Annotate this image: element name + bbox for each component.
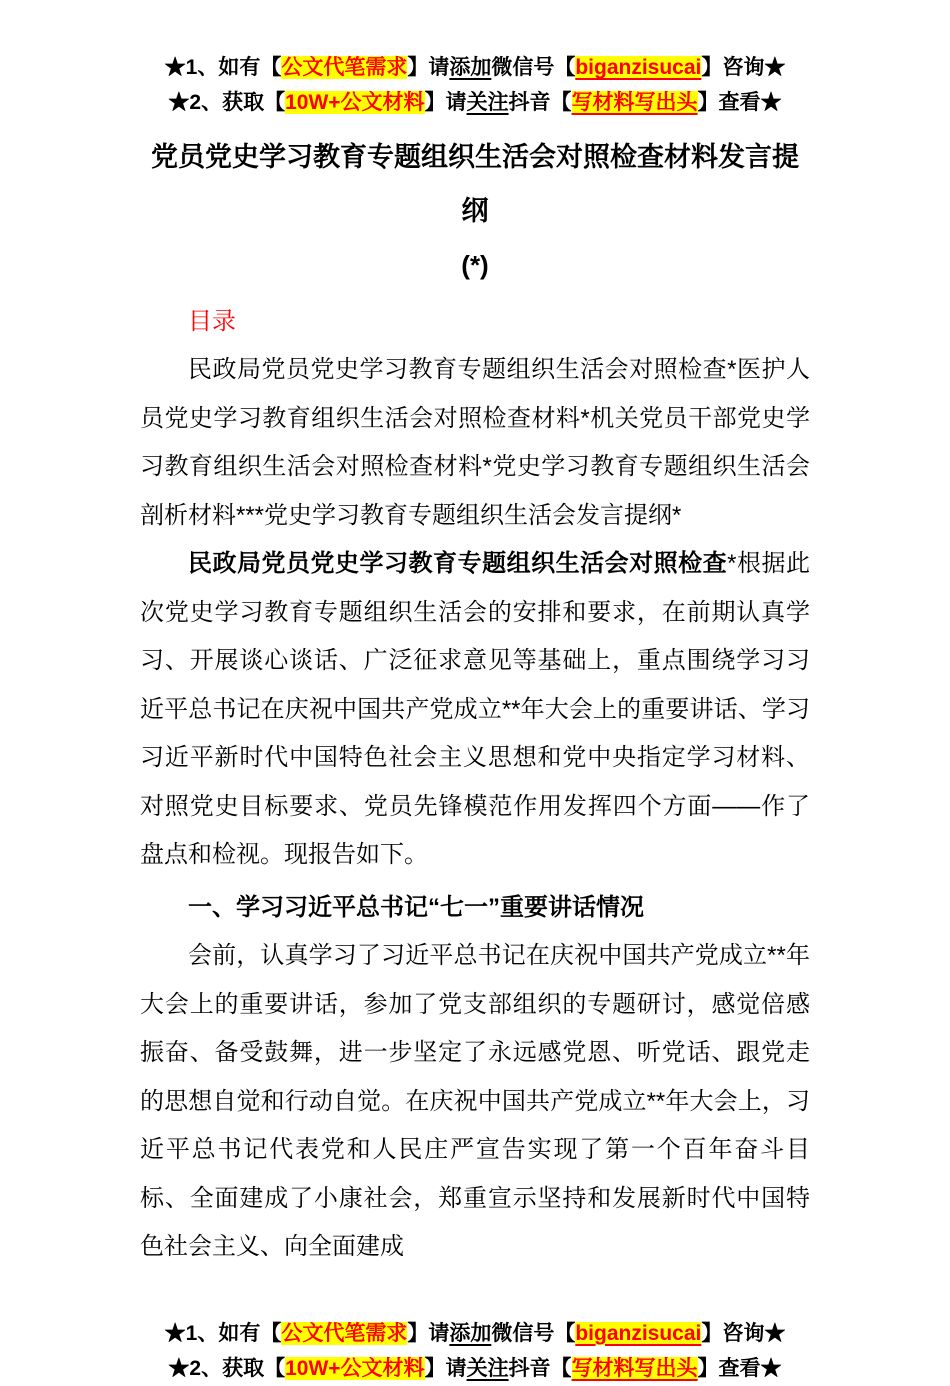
section-lead-body: *根据此次党史学习教育专题组织生活会的安排和要求，在前期认真学习、开展谈心谈话、广泛征求意见等基础上，重点围绕学习习近平总书记在庆祝中国共产党成立**年大会上的重要讲话、学习习近平新时代中国特色社会主义思想和党中央指定学习材料、对照党史目标要求、党员先锋模范作用发挥四个方面——作了盘点和检视。现报告如下。 (140, 550, 810, 868)
promo-banner-top (140, 50, 810, 120)
banner-text: 微信号【 (491, 1321, 576, 1345)
document-title-note: (*) (461, 250, 489, 280)
banner-line-1 (140, 1316, 810, 1351)
banner-line-2 (140, 1351, 810, 1386)
banner-text: 】查看★ (697, 91, 782, 114)
banner-underline-add: 添加 (449, 56, 492, 79)
toc-label: 目录 (188, 308, 236, 335)
banner-underline-follow: 关注 (466, 91, 509, 114)
banner-text: 】查看★ (697, 1356, 782, 1380)
banner-highlight-materials: 10W+公文材料 (285, 91, 425, 114)
body-paragraph-1: 会前，认真学习了习近平总书记在庆祝中国共产党成立**年大会上的重要讲话，参加了党支部组织的专题研讨，感觉倍感振奋、备受鼓舞，进一步坚定了永远感党恩、听党话、跟党走的思想自觉和行动自觉。在庆祝中国共产党成立**年大会上，习近平总书记代表党和人民庄严宣告实现了第一个百年奋斗目标、全面建成了小康社会，郑重宣示坚持和发展新时代中国特色社会主义、向全面建成 (140, 942, 810, 1260)
banner-douyin-id: 写材料写出头 (571, 91, 698, 114)
banner-text: 】请 (407, 1321, 450, 1345)
promo-banner-bottom (140, 1316, 810, 1386)
banner-text: 】咨询★ (701, 56, 786, 79)
banner-wechat-id: biganzisucai (575, 1321, 702, 1345)
toc-paragraph: 民政局党员党史学习教育专题组织生活会对照检查*医护人员党史学习教育组织生活会对照检查材料*机关党员干部党史学习教育组织生活会对照检查材料*党史学习教育专题组织生活会剖析材料***党史学习教育专题组织生活会发言提纲* (140, 356, 810, 529)
banner-text: ★1、如有【 (164, 56, 282, 79)
banner-text: 】请 (424, 91, 467, 114)
banner-text: 】请 (407, 56, 450, 79)
section-heading-1: 一、学习习近平总书记“七一”重要讲话情况 (188, 893, 644, 921)
banner-wechat-id: biganzisucai (575, 56, 702, 79)
banner-line-2 (140, 85, 810, 120)
banner-highlight-service: 公文代笔需求 (281, 1321, 408, 1345)
banner-underline-follow: 关注 (466, 1356, 509, 1380)
banner-text: 】咨询★ (701, 1321, 786, 1345)
banner-underline-add: 添加 (449, 1321, 492, 1345)
banner-highlight-materials: 10W+公文材料 (285, 1356, 425, 1380)
section-lead-title: 民政局党员党史学习教育专题组织生活会对照检查 (188, 550, 728, 577)
section-lead-paragraph (140, 540, 810, 880)
banner-line-1 (140, 50, 810, 85)
document-title: 党员党史学习教育专题组织生活会对照检查材料发言提纲 (151, 142, 799, 226)
banner-text: ★2、获取【 (168, 1356, 286, 1380)
banner-text: 】请 (424, 1356, 467, 1380)
banner-text: 微信号【 (491, 56, 576, 79)
banner-text: ★2、获取【 (168, 91, 286, 114)
banner-text: ★1、如有【 (164, 1321, 282, 1345)
banner-text: 抖音【 (508, 91, 572, 114)
banner-highlight-service: 公文代笔需求 (281, 56, 408, 79)
banner-douyin-id: 写材料写出头 (571, 1356, 698, 1380)
banner-text: 抖音【 (508, 1356, 572, 1380)
